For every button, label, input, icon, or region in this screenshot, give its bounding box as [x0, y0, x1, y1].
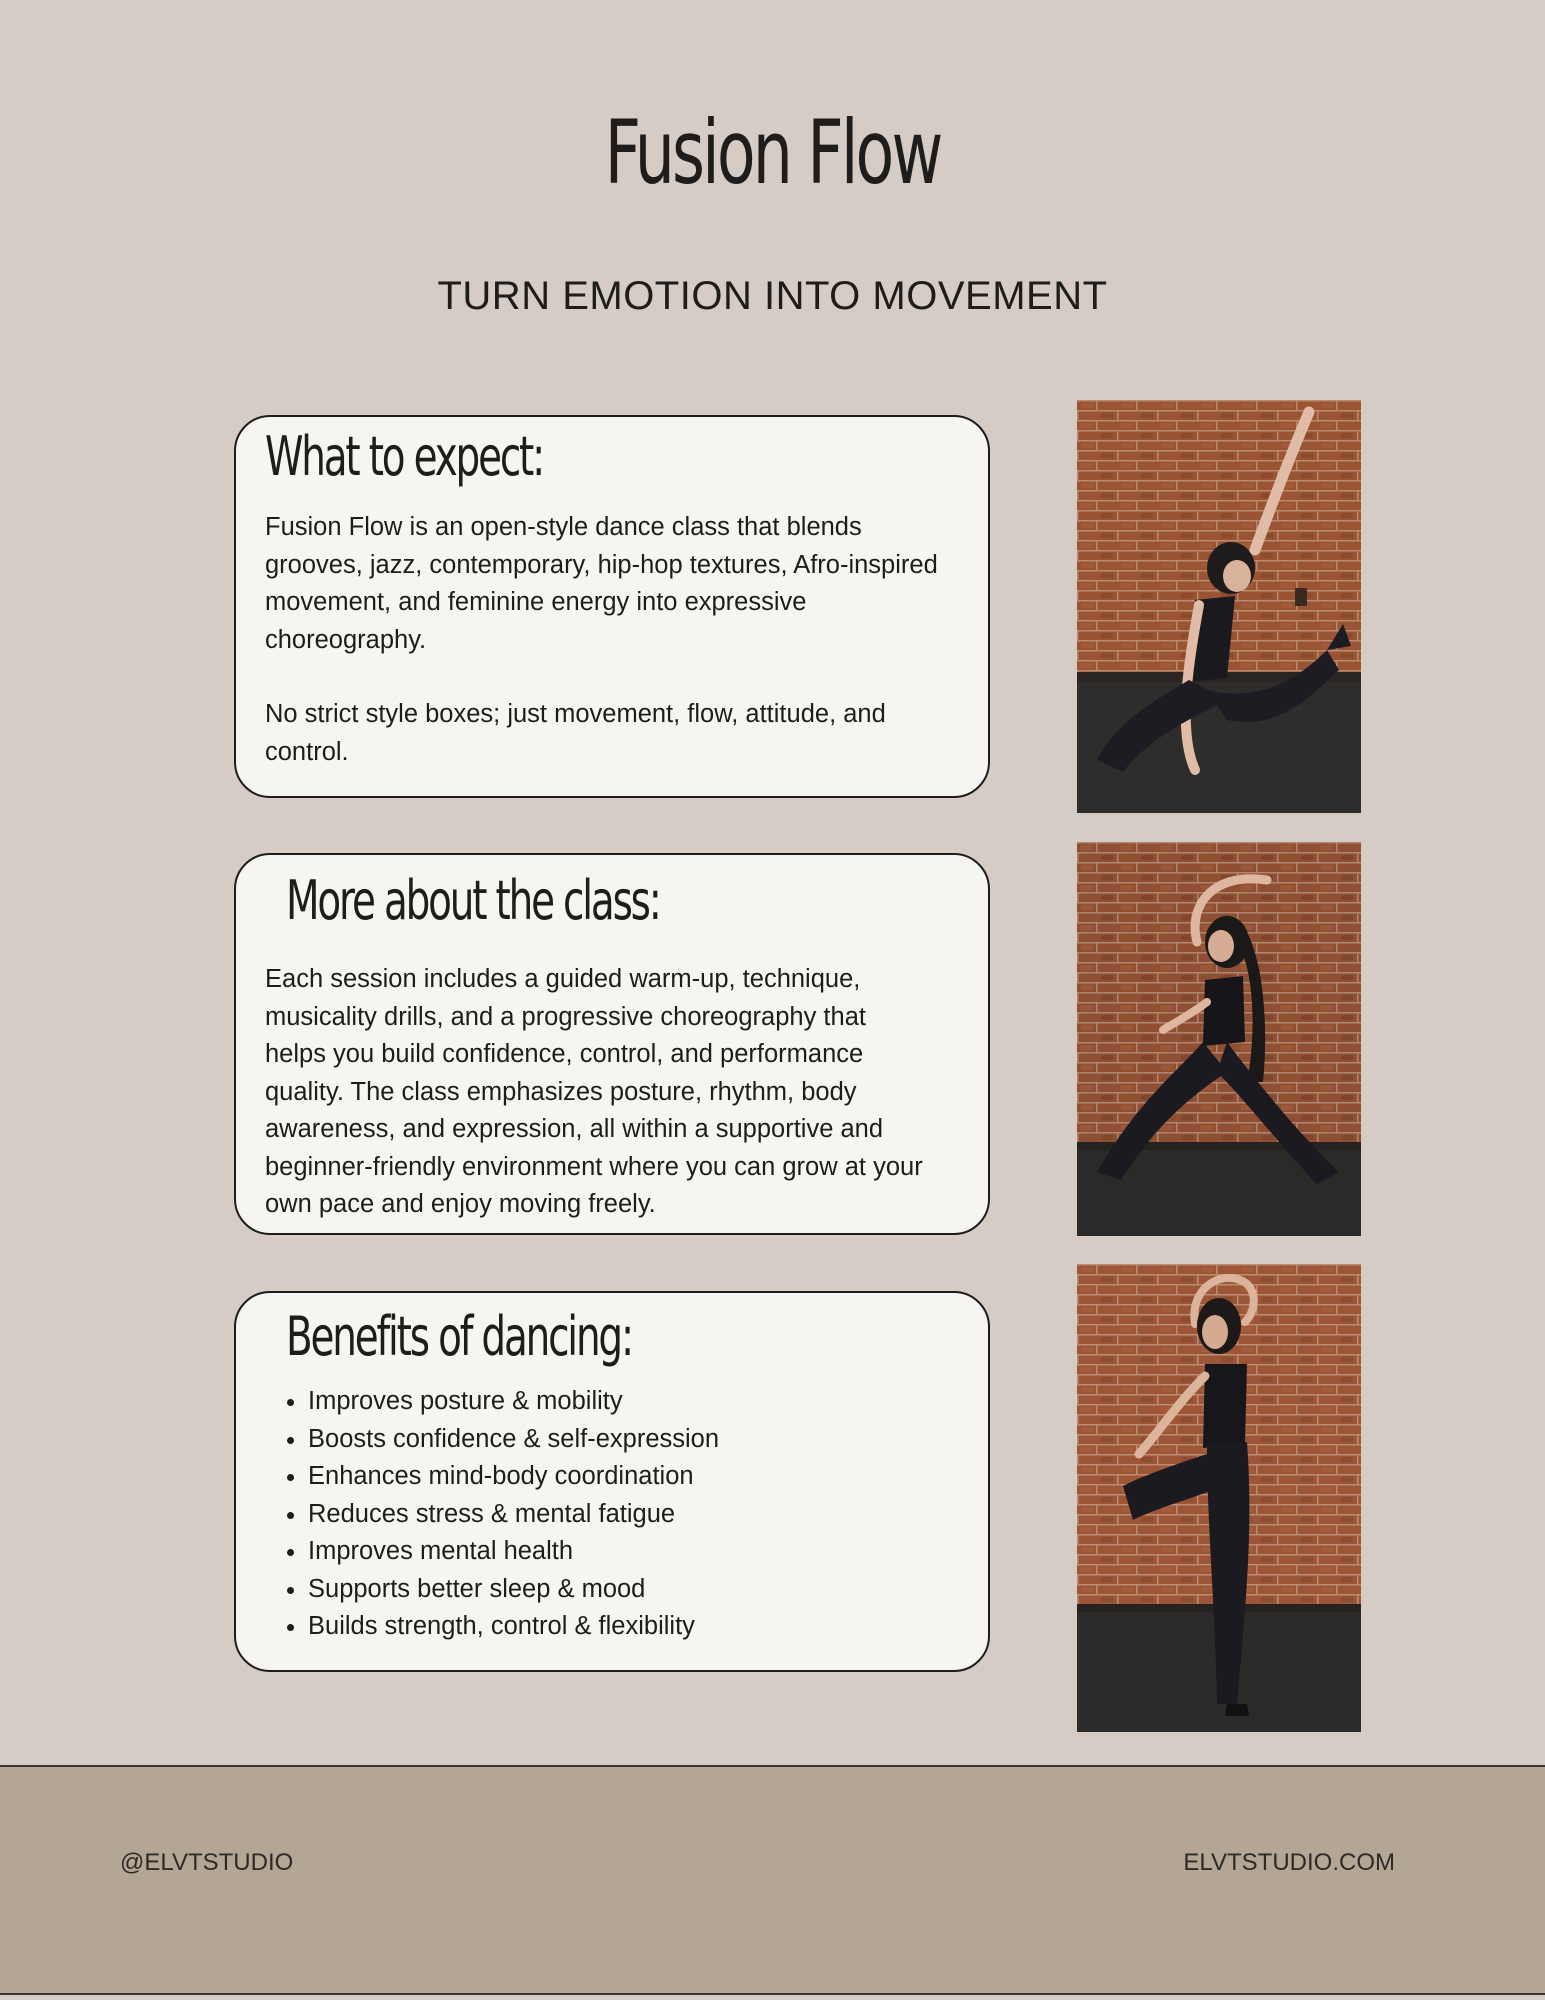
social-handle[interactable]: @ELVTSTUDIO	[120, 1849, 294, 1876]
page-subtitle: TURN EMOTION INTO MOVEMENT	[437, 274, 1108, 318]
page-title: Fusion Flow	[604, 101, 941, 204]
benefit-item: • Reduces stress & mental fatigue	[308, 1496, 719, 1534]
what-to-expect-card	[234, 415, 990, 798]
dancer-photo-1-illustration	[1077, 400, 1361, 813]
benefits-card	[234, 1291, 990, 1672]
more-about-class-card	[234, 853, 990, 1235]
dancer-photo-1	[1077, 400, 1361, 813]
benefit-item: • Improves mental health	[308, 1533, 719, 1571]
what-to-expect-heading: What to expect:	[265, 425, 544, 488]
benefit-item: • Improves posture & mobility	[308, 1383, 719, 1421]
what-to-expect-paragraph-1: Fusion Flow is an open-style dance class that blends grooves, jazz, contemporary, hip-hop textures, Afro-inspired movement, and feminine energy into expressive choreography.	[265, 513, 938, 654]
dancer-photo-2	[1077, 842, 1361, 1236]
benefit-item: • Enhances mind-body coordination	[308, 1458, 719, 1496]
more-about-class-paragraph: Each session includes a guided warm-up, technique, musicality drills, and a progressive choreography that helps you build confidence, control, and performance quality. The class emphasizes posture, rhythm, body awareness, and expression, all within a supportive and beginner-friendly environment where you can grow at your own pace and enjoy moving freely.	[265, 965, 923, 1218]
what-to-expect-paragraph-2: No strict style boxes; just movement, flow, attitude, and control.	[265, 700, 886, 766]
footer	[0, 1765, 1545, 1995]
benefits-list	[264, 1383, 719, 1646]
benefit-item: • Supports better sleep & mood	[308, 1571, 719, 1609]
benefit-item: • Builds strength, control & flexibility	[308, 1608, 719, 1646]
benefits-heading: Benefits of dancing:	[286, 1305, 632, 1368]
more-about-class-heading: More about the class:	[286, 869, 660, 932]
benefit-item: • Boosts confidence & self-expression	[308, 1421, 719, 1459]
dancer-photo-2-illustration	[1077, 842, 1361, 1236]
dancer-photo-3	[1077, 1264, 1361, 1732]
dancer-photo-3-illustration	[1077, 1264, 1361, 1732]
website-link[interactable]: ELVTSTUDIO.COM	[1183, 1849, 1395, 1876]
